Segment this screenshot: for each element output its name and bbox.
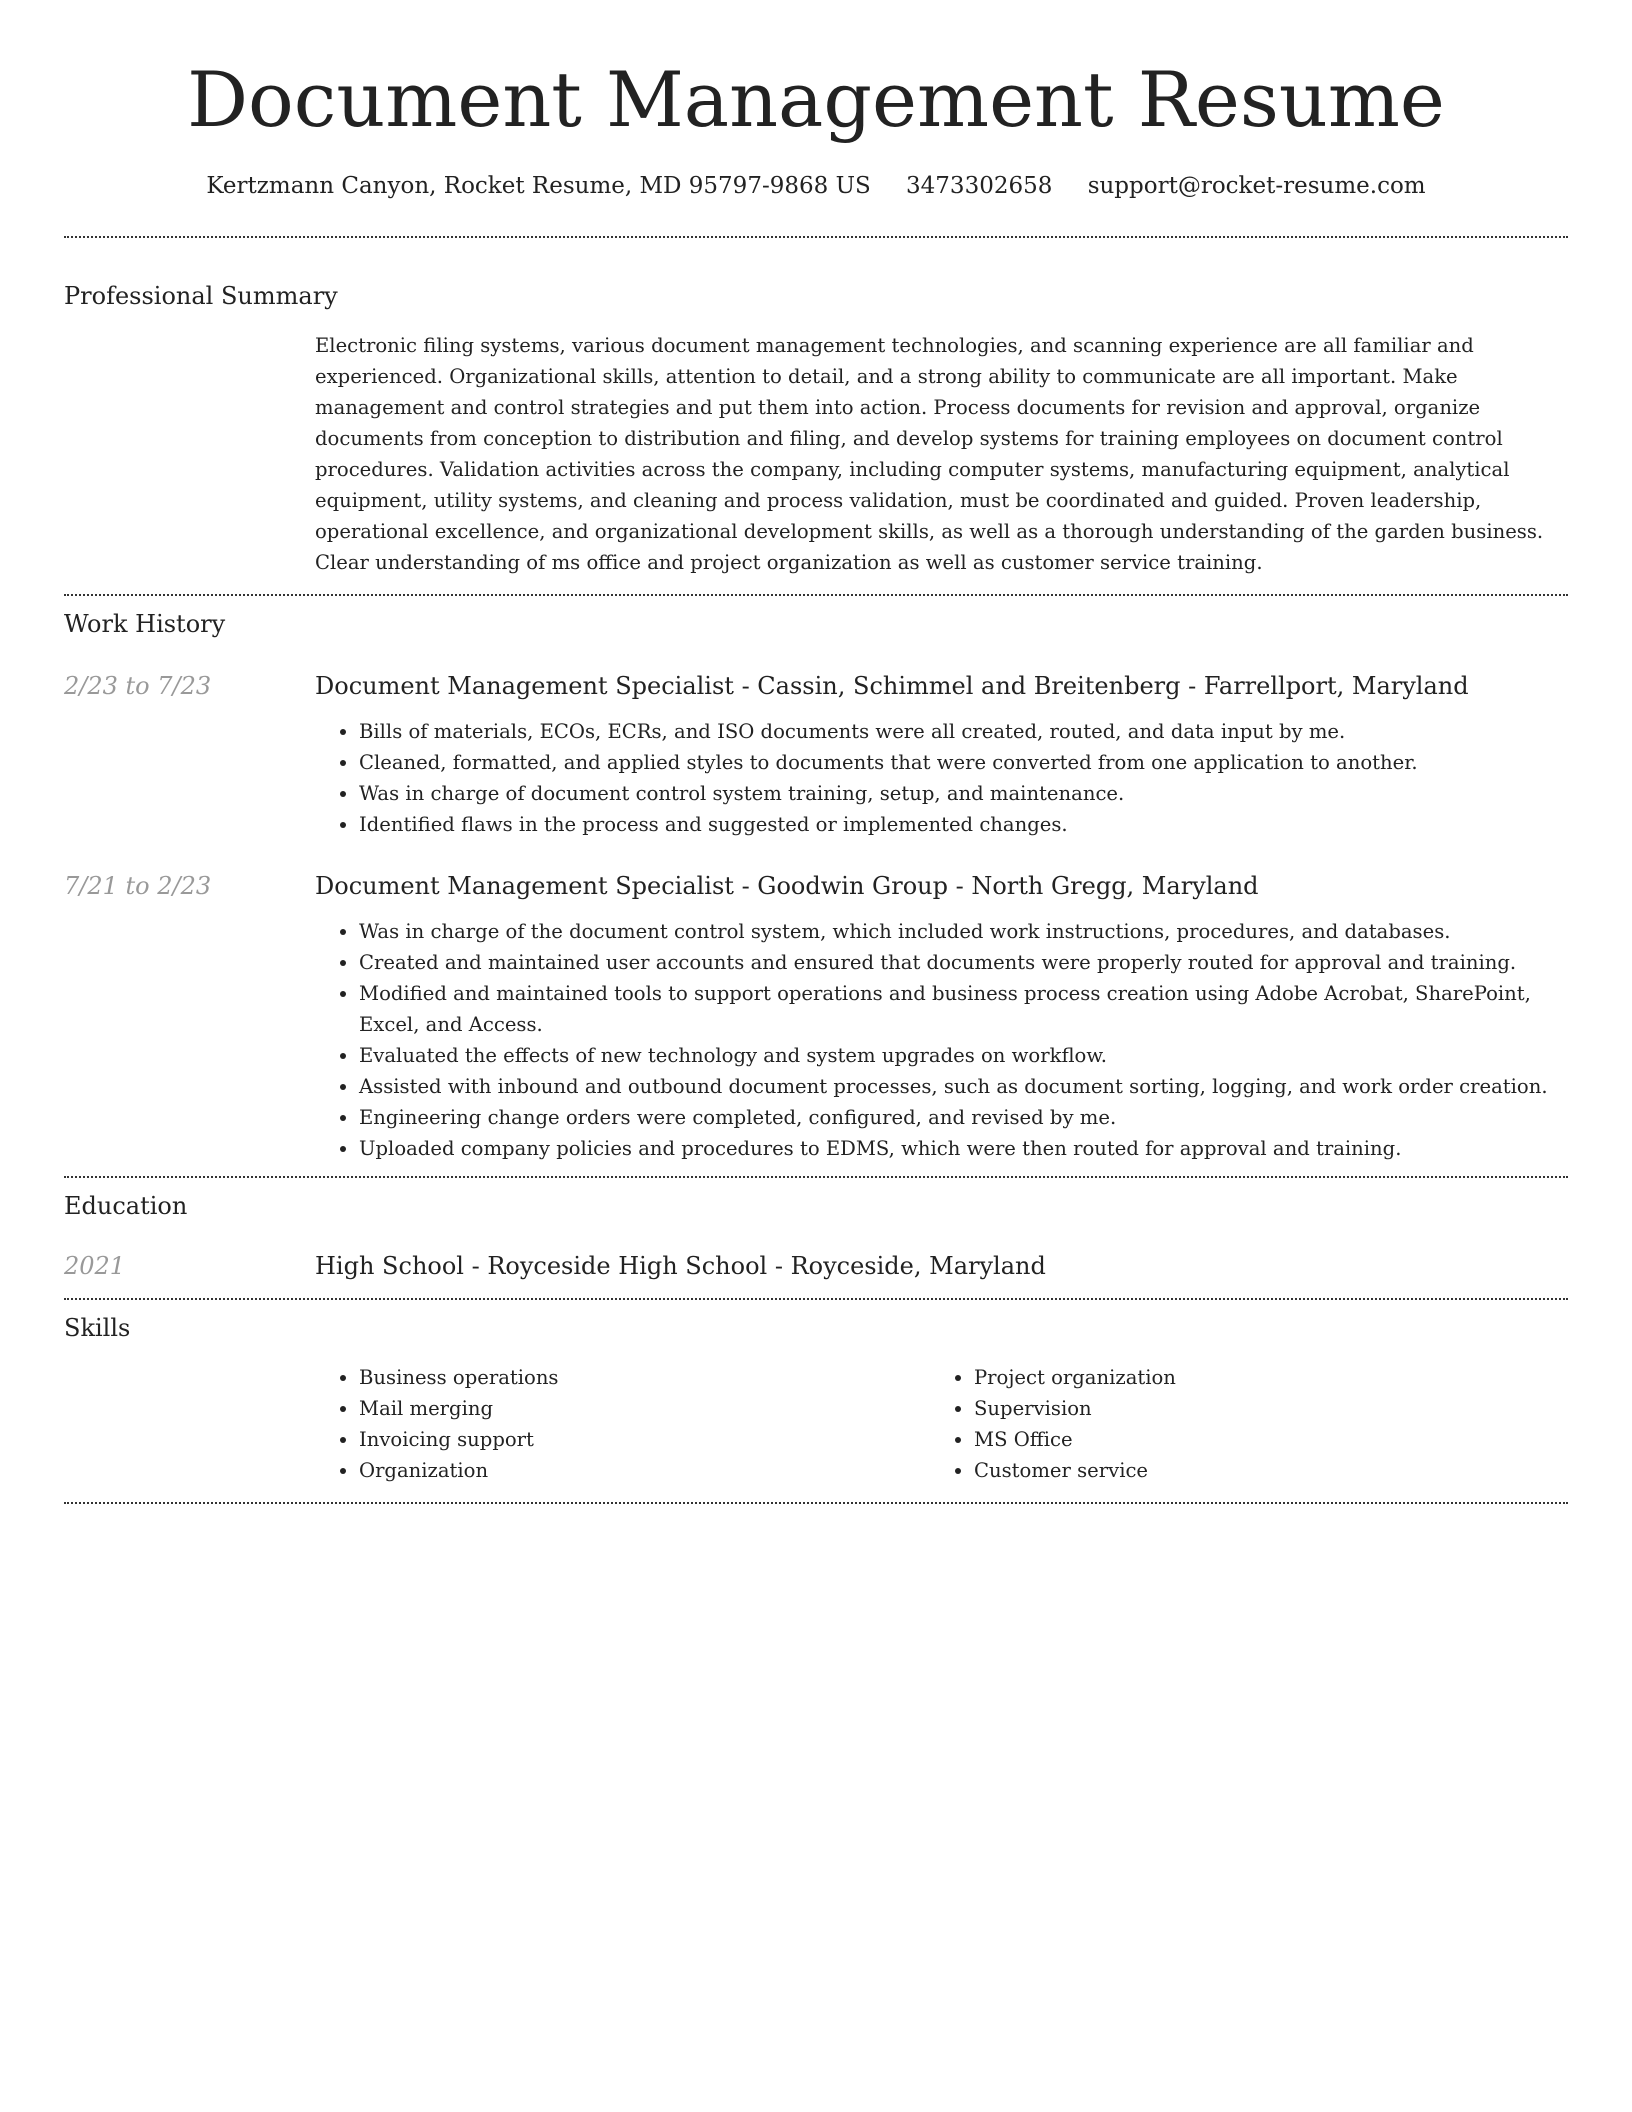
contact-address: Kertzmann Canyon, Rocket Resume, MD 95797-9868 US	[206, 173, 871, 199]
education-school: - Royceside High School - Royceside, Maryland	[463, 1252, 1046, 1280]
education-details	[315, 1250, 1568, 1282]
job-bullet: • Assisted with inbound and outbound document processes, such as document sorting, logging, and work order creation.	[359, 1071, 1568, 1102]
contact-phone: 3473302658	[906, 173, 1053, 199]
job-entry	[64, 670, 1568, 840]
job-heading	[315, 870, 1568, 902]
section-divider	[64, 1176, 1568, 1178]
skills-column-left	[315, 1362, 930, 1486]
job-bullets	[315, 916, 1568, 1164]
contact-email: support@rocket-resume.com	[1087, 173, 1426, 199]
education-heading: Education	[64, 1192, 188, 1220]
job-date: 2/23 to 7/23	[64, 672, 212, 700]
section-divider	[64, 236, 1568, 238]
job-bullet: • Identified flaws in the process and suggested or implemented changes.	[359, 809, 1568, 840]
job-bullet: • Was in charge of document control system training, setup, and maintenance.	[359, 778, 1568, 809]
job-bullet: • Created and maintained user accounts and ensured that documents were properly routed for approval and training.	[359, 947, 1568, 978]
job-bullet: • Cleaned, formatted, and applied styles to documents that were converted from one application to another.	[359, 747, 1568, 778]
education-date: 2021	[64, 1252, 126, 1280]
skill-item: • MS Office	[974, 1424, 1545, 1455]
job-bullet: • Evaluated the effects of new technology and system upgrades on workflow.	[359, 1040, 1568, 1071]
job-company: - Cassin, Schimmel and Breitenberg - Farrellport, Maryland	[733, 672, 1469, 700]
job-company: - Goodwin Group - North Gregg, Maryland	[733, 872, 1259, 900]
skill-item: • Business operations	[359, 1362, 930, 1393]
skill-item: • Organization	[359, 1455, 930, 1486]
job-bullet: • Bills of materials, ECOs, ECRs, and ISO documents were all created, routed, and data input by me.	[359, 716, 1568, 747]
job-date: 7/21 to 2/23	[64, 872, 212, 900]
job-heading	[315, 670, 1568, 702]
job-details	[315, 870, 1568, 1164]
section-divider	[64, 594, 1568, 596]
job-bullets	[315, 716, 1568, 840]
job-title: Document Management Specialist	[315, 872, 734, 900]
skills-heading: Skills	[64, 1314, 131, 1342]
job-entry	[64, 870, 1568, 1164]
job-title: Document Management Specialist	[315, 672, 734, 700]
contact-line	[64, 170, 1568, 202]
education-entry	[64, 1250, 1568, 1282]
skill-item: • Mail merging	[359, 1393, 930, 1424]
skill-item: • Customer service	[974, 1455, 1545, 1486]
skill-item: • Project organization	[974, 1362, 1545, 1393]
skills-column-right	[930, 1362, 1545, 1486]
work-history-heading: Work History	[64, 610, 226, 638]
section-divider	[64, 1502, 1568, 1504]
summary-text: Electronic filing systems, various document management technologies, and scanning experience are all familiar and experienced. Organizational skills, attention to detail, and a strong ability to communicate are all important. Make management and control strategies and put them into action. Process documents for revision and approval, organize documents from conception to distribution and filing, and develop systems for training employees on document control procedures. Validation activities across the company, including computer systems, manufacturing equipment, analytical equipment, utility systems, and cleaning and process validation, must be coordinated and guided. Proven leadership, operational excellence, and organizational development skills, as well as a thorough understanding of the garden business. Clear understanding of ms office and project organization as well as customer service training.	[315, 334, 1544, 574]
summary-heading: Professional Summary	[64, 282, 338, 310]
education-heading-line	[315, 1250, 1568, 1282]
job-bullet: • Uploaded company policies and procedures to EDMS, which were then routed for approval and training.	[359, 1133, 1568, 1164]
skills-list	[315, 1362, 1568, 1502]
section-divider	[64, 1298, 1568, 1300]
skill-item: • Invoicing support	[359, 1424, 930, 1455]
job-bullet: • Was in charge of the document control system, which included work instructions, procedures, and databases.	[359, 916, 1568, 947]
education-degree: High School	[315, 1252, 464, 1280]
resume-title: Document Management Resume	[187, 55, 1445, 144]
skill-item: • Supervision	[974, 1393, 1545, 1424]
job-details	[315, 670, 1568, 840]
job-bullet: • Engineering change orders were completed, configured, and revised by me.	[359, 1102, 1568, 1133]
job-bullet: • Modified and maintained tools to support operations and business process creation using Adobe Acrobat, SharePoint, Excel, and Access.	[359, 978, 1568, 1040]
